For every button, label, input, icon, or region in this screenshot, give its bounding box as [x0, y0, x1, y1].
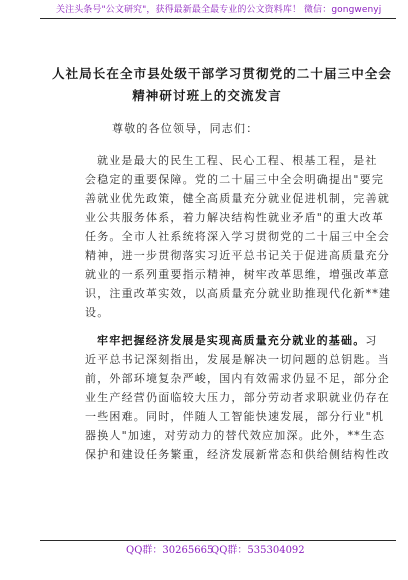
paragraph2-line: 保护和建设任务繁重，经济发展新常态和供给侧结构性改 [85, 448, 390, 461]
document-title-line2: 精神研讨班上的交流发言 [132, 88, 282, 103]
paragraph2-lead-bold: 牢牢把握经济发展是实现高质量充分就业的基础。 [97, 334, 366, 347]
paragraph1-line: 会稳定的重要保障。党的二十届三中全会明确提出"要完 [85, 173, 385, 186]
footer-divider [40, 540, 396, 541]
paragraph2-line: 前，外部环境复杂严峻，国内有效需求仍显不足，部分企 [85, 372, 390, 385]
paragraph2-line: 一些困难。同时，伴随人工智能快速发展，部分行业"机 [85, 410, 385, 423]
paragraph2-lead-line [97, 334, 378, 348]
header-banner: 关注头条号"公文研究"，获得最新最全最专业的公文资料库！ 微信：gongwenyj [56, 5, 382, 15]
footer-qq-group-2: QQ群：535304092 [211, 545, 305, 556]
paragraph1-line: 善就业优先政策，健全高质量充分就业促进机制，完善就 [85, 192, 390, 205]
paragraph1-line: 就业是最大的民生工程、民心工程、根基工程，是社 [97, 154, 378, 167]
paragraph2-lead-rest: 习 [365, 334, 378, 347]
paragraph1-line: 识，注重改革实效，以高质量充分就业助推现代化新**建 [85, 287, 392, 300]
paragraph1-line: 任务。全市人社系统将深入学习贯彻党的二十届三中全会 [85, 230, 390, 243]
document-title-line1: 人社局长在全市县处级干部学习贯彻党的二十届三中全会 [52, 66, 393, 81]
paragraph2-line: 近平总书记深刻指出，发展是解决一切问题的总钥匙。当 [85, 353, 390, 366]
paragraph2-line: 器换人"加速，对劳动力的替代效应加深。此外，**生态 [85, 429, 386, 442]
paragraph1-line: 设。 [85, 306, 110, 319]
paragraph1-line: 就业的一系列重要指示精神，树牢改革思维，增强改革意 [85, 268, 390, 281]
paragraph2-line: 业生产经营仍面临较大压力，部分劳动者求职就业仍存在 [85, 391, 390, 404]
salutation: 尊敬的各位领导，同志们： [112, 122, 259, 135]
footer-qq-group-1: QQ群：30265665 [126, 545, 214, 556]
paragraph1-line: 业公共服务体系，着力解决结构性就业矛盾"的重大改革 [85, 211, 385, 224]
header-divider [40, 18, 396, 19]
paragraph1-line: 精神，进一步贯彻落实习近平总书记关于促进高质量充分 [85, 249, 390, 262]
